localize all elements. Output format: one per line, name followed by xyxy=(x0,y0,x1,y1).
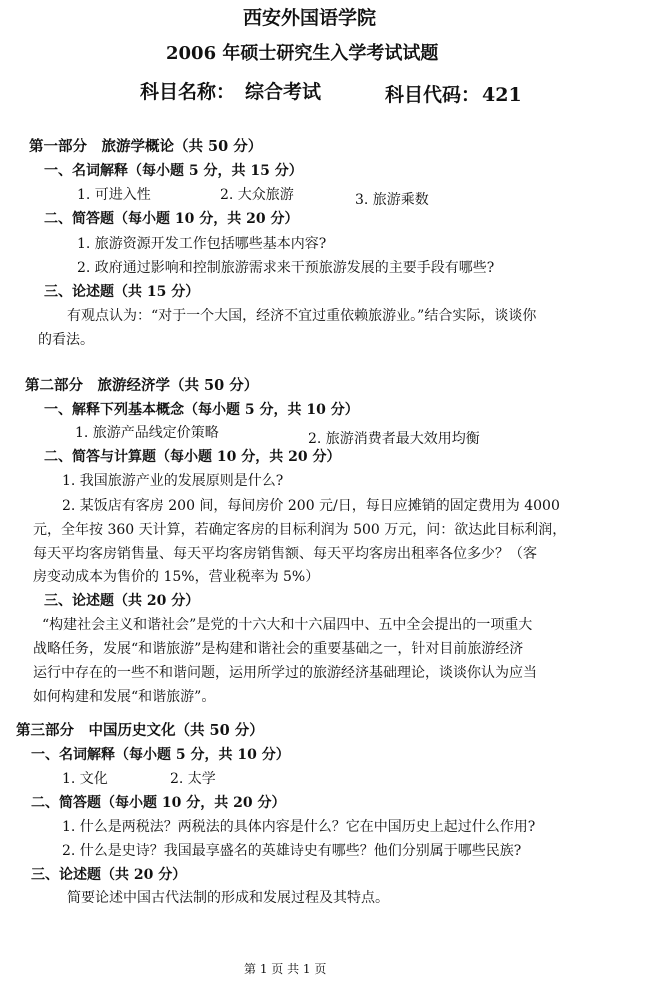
part1-q1-item-1: 1. 可进入性 xyxy=(77,187,151,203)
part1-q3-line-1: 有观点认为：“对于一个大国，经济不宜过重依赖旅游业。”结合实际，谈谈你 xyxy=(67,308,537,324)
part1-q1-title: 一、名词解释（每小题 5 分，共 15 分） xyxy=(44,163,303,179)
part3-q1-item-1: 1. 文化 xyxy=(62,771,108,787)
part3-q1-title: 一、名词解释（每小题 5 分，共 10 分） xyxy=(31,747,290,763)
part2-q1-title: 一、解释下列基本概念（每小题 5 分，共 10 分） xyxy=(44,402,359,418)
part3-q2-item-1: 1. 什么是两税法？两税法的具体内容是什么？它在中国历史上起过什么作用? xyxy=(62,819,536,835)
part3-q1-item-2: 2. 太学 xyxy=(170,771,216,787)
part1-q2-item-2: 2. 政府通过影响和控制旅游需求来干预旅游发展的主要手段有哪些? xyxy=(77,260,495,276)
part2-q3-line-3: 运行中存在的一些不和谐问题，运用所学过的旅游经济基础理论，谈谈你认为应当 xyxy=(33,665,537,681)
part2-q2-item-1: 1. 我国旅游产业的发展原则是什么? xyxy=(62,473,284,489)
part2-q1-item-2: 2. 旅游消费者最大效用均衡 xyxy=(308,431,480,447)
school-name: 西安外国语学院 xyxy=(243,7,377,29)
part2-q3-line-1: “构建社会主义和谐社会”是党的十六大和十六届四中、五中全会提出的一项重大 xyxy=(42,617,533,633)
part3-q3-text: 简要论述中国古代法制的形成和发展过程及其特点。 xyxy=(67,890,389,906)
subject-name: 综合考试 xyxy=(245,81,322,103)
part2-q2-item-2-line-2: 元，全年按 360 天计算，若确定客房的目标利润为 500 万元，问：欲达此目标利润， xyxy=(33,522,567,538)
part1-q1-item-2: 2. 大众旅游 xyxy=(220,187,294,203)
part2-q2-item-2-line-1: 2. 某饭店有客房 200 间，每间房价 200 元/日，每日应摊销的固定费用为 4000 xyxy=(62,498,560,514)
part3-q3-title: 三、论述题（共 20 分） xyxy=(31,867,187,883)
part2-q3-line-4: 如何构建和发展“和谐旅游”。 xyxy=(33,689,216,705)
part1-q3-line-2: 的看法。 xyxy=(38,332,94,348)
subject-name-label: 科目名称： xyxy=(140,81,236,103)
part2-title: 第二部分 旅游经济学（共 50 分） xyxy=(25,377,259,394)
part1-q3-title: 三、论述题（共 15 分） xyxy=(44,284,200,300)
part3-q2-item-2: 2. 什么是史诗？我国最享盛名的英雄诗史有哪些？他们分别属于哪些民族? xyxy=(62,843,522,859)
part1-q2-item-1: 1. 旅游资源开发工作包括哪些基本内容? xyxy=(77,236,327,252)
part2-q1-item-1: 1. 旅游产品线定价策略 xyxy=(75,425,219,441)
part2-q2-title: 二、简答与计算题（每小题 10 分，共 20 分） xyxy=(44,449,341,465)
subject-code: 421 xyxy=(482,84,522,106)
part1-q1-item-3: 3. 旅游乘数 xyxy=(355,192,429,208)
subject-code-label: 科目代码： xyxy=(385,84,481,106)
part1-q2-title: 二、简答题（每小题 10 分，共 20 分） xyxy=(44,211,299,227)
part3-title: 第三部分 中国历史文化（共 50 分） xyxy=(16,722,264,739)
part3-q2-title: 二、简答题（每小题 10 分，共 20 分） xyxy=(31,795,286,811)
part2-q3-line-2: 战略任务，发展“和谐旅游”是构建和谐社会的重要基础之一，针对目前旅游经济 xyxy=(33,641,524,657)
part1-title: 第一部分 旅游学概论（共 50 分） xyxy=(29,138,263,155)
part2-q2-item-2-line-3: 每天平均客房销售量、每天平均客房销售额、每天平均客房出租率各位多少？（客 xyxy=(33,546,537,562)
page-number: 第 1 页 共 1 页 xyxy=(244,962,327,976)
exam-title: 2006 年硕士研究生入学考试试题 xyxy=(166,43,439,64)
part2-q2-item-2-line-4: 房变动成本为售价的 15%，营业税率为 5%） xyxy=(33,569,320,585)
part2-q3-title: 三、论述题（共 20 分） xyxy=(44,593,200,609)
